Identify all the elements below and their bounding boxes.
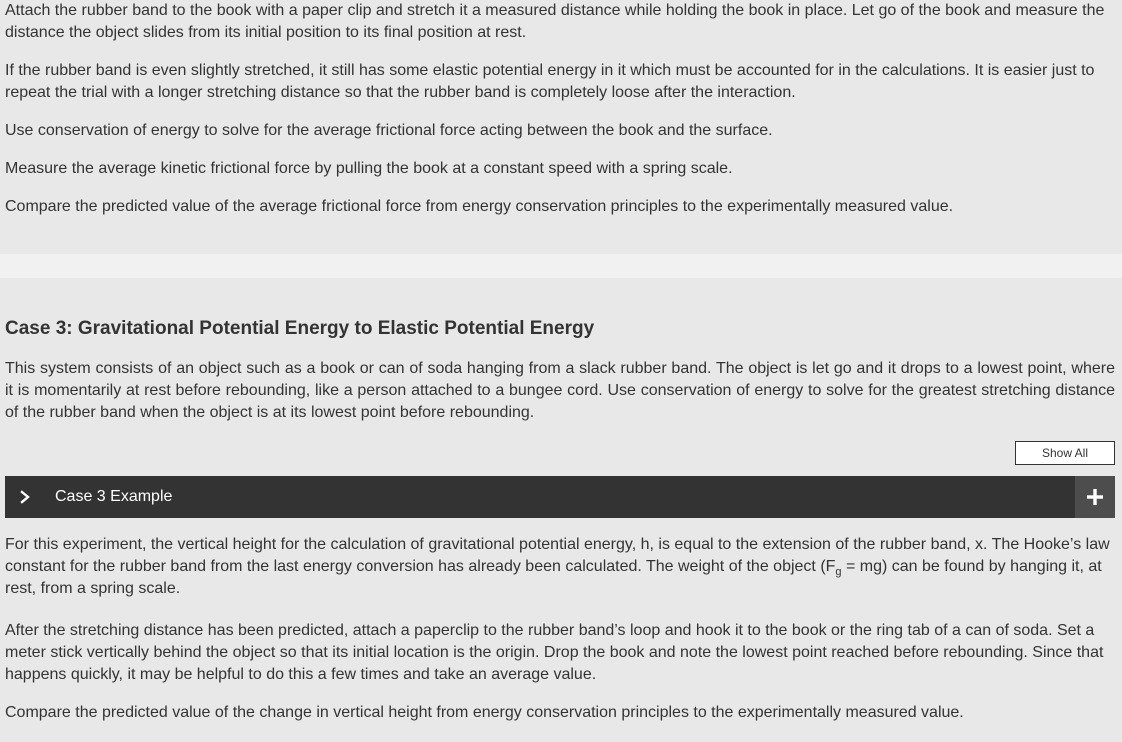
case2-paragraph-compare: Compare the predicted value of the average frictional force from energy conservation principles to the experimentally measured value. [5,198,954,215]
case3-example-accordion[interactable] [5,476,1115,518]
example-p1-subscript: g [835,566,842,579]
accordion-title: Case 3 Example [55,488,173,505]
section-divider [0,254,1122,278]
example-paragraph-compare: Compare the predicted value of the change in vertical height from energy conservation principles to the experimentally measured value. [5,704,964,721]
plus-icon [1087,489,1103,505]
example-paragraph-height [5,534,1115,600]
case3-heading: Case 3: Gravitational Potential Energy to Elastic Potential Energy [5,318,595,339]
case2-paragraph-conservation: Use conservation of energy to solve for the average frictional force acting between the book and the surface. [5,122,773,139]
expand-button[interactable] [1075,476,1115,518]
example-paragraph-procedure: After the stretching distance has been predicted, attach a paperclip to the rubber band’s loop and hook it to the book or the ring tab of a can of soda. Set a meter stick vertically behind the object so that its initial location is the origin. Drop the book and note the lowest point reached before rebounding. Since that happens quickly, it may be helpful to do this a few times and take an average value. [5,622,1104,683]
example-p1-text-a: For this experiment, the vertical height for the calculation of gravitational potential energy, h, is equal to the extension of the rubber band, x. The Hooke’s law constant for the rubber band from the last energy conversion has already been calculated. The weight of the object (F [5,536,1110,575]
example-p1-text-b: = mg) can be found by hanging it, at rest, from a spring scale. [5,558,1102,597]
show-all-button[interactable]: Show All [1015,441,1115,465]
case3-intro-paragraph: This system consists of an object such as a book or can of soda hanging from a slack rubber band. The object is let go and it drops to a lowest point, where it is momentarily at rest before rebounding, like a person attached to a bungee cord. Use conservation of energy to solve for the greatest stretching distance of the rubber band when the object is at its lowest point before rebounding. [5,360,1115,421]
case2-paragraph-measure: Measure the average kinetic frictional force by pulling the book at a constant speed with a spring scale. [5,160,733,177]
case2-paragraph-slack: If the rubber band is even slightly stretched, it still has some elastic potential energy in it which must be accounted for in the calculations. It is easier just to repeat the trial with a longer stretching distance so that the rubber band is completely loose after the interaction. [5,62,1095,101]
case2-paragraph-attach: Attach the rubber band to the book with a paper clip and stretch it a measured distance while holding the book in place. Let go of the book and measure the distance the object slides from its initial position to its final position at rest. [5,2,1105,41]
chevron-right-icon [19,476,33,518]
